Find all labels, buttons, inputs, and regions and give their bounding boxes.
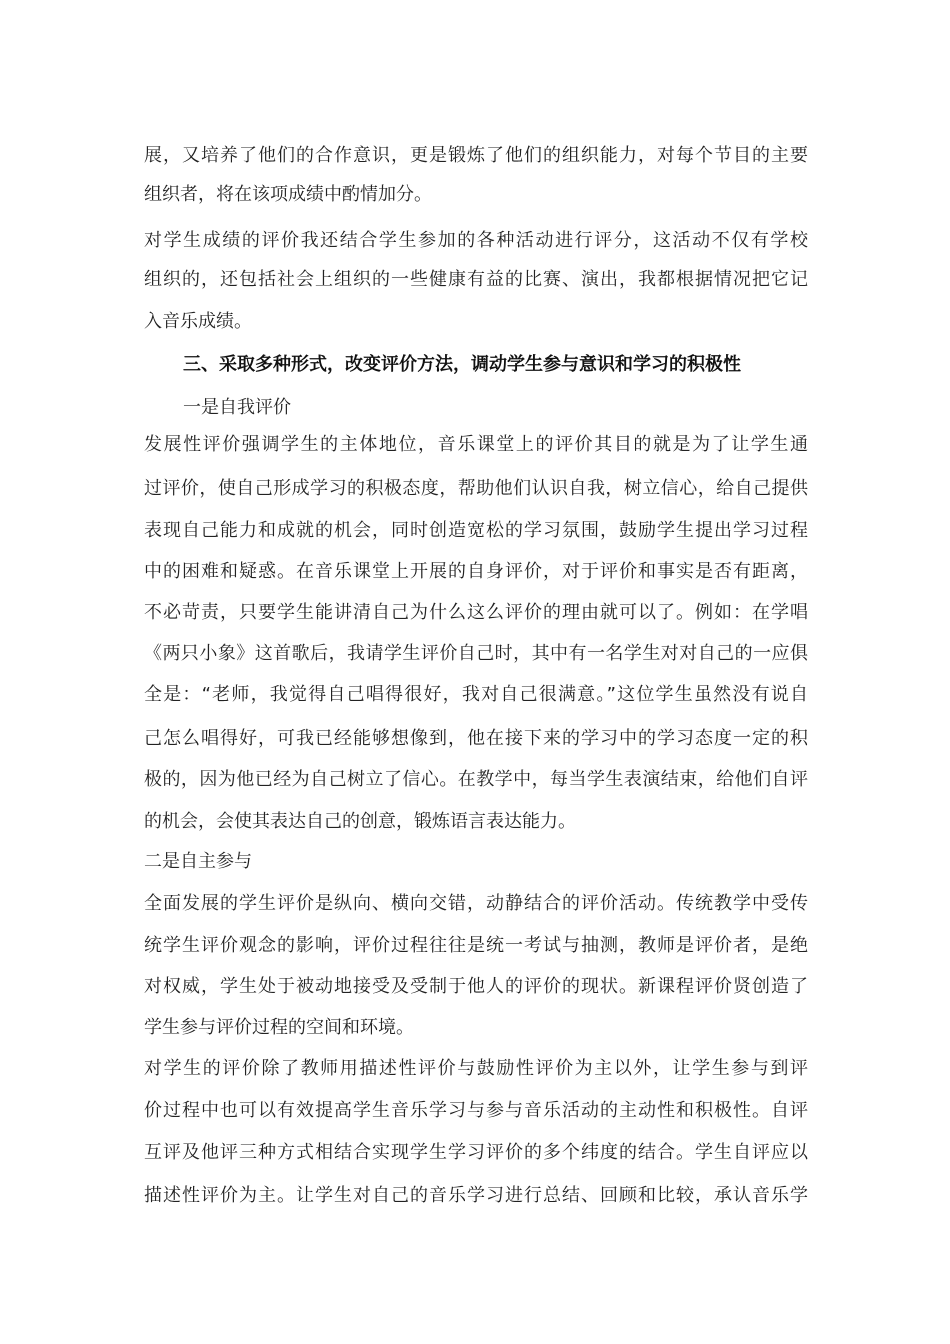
text-line: 价过程中也可以有效提高学生音乐学习与参与音乐活动的主动性和积极性。自评 [144, 1100, 808, 1121]
text-line: 表现自己能力和成就的机会，同时创造宽松的学习氛围，鼓励学生提出学习过程 [144, 520, 808, 541]
subsection-heading: 一是自我评价 [183, 397, 291, 418]
text-line: 入音乐成绩。 [144, 311, 252, 332]
section-heading: 三、采取多种形式，改变评价方法，调动学生参与意识和学习的积极性 [183, 354, 741, 375]
text-line: 描述性评价为主。让学生对自己的音乐学习进行总结、回顾和比较，承认音乐学 [144, 1185, 808, 1206]
text-line: 统学生评价观念的影响，评价过程往往是统一考试与抽测，教师是评价者，是绝 [144, 935, 808, 956]
text-line: 不必苛责，只要学生能讲清自己为什么这么评价的理由就可以了。例如：在学唱 [144, 602, 808, 623]
text-line: 展，又培养了他们的合作意识，更是锻炼了他们的组织能力，对每个节目的主要 [144, 145, 808, 166]
text-line: 《两只小象》这首歌后，我请学生评价自己时，其中有一名学生对对自己的一应俱 [144, 643, 808, 664]
text-line: 对学生的评价除了教师用描述性评价与鼓励性评价为主以外，让学生参与到评 [144, 1058, 808, 1079]
text-line: 的机会，会使其表达自己的创意，锻炼语言表达能力。 [144, 811, 576, 832]
text-line: 互评及他评三种方式相结合实现学生学习评价的多个纬度的结合。学生自评应以 [144, 1142, 808, 1163]
subsection-heading: 二是自主参与 [144, 851, 252, 872]
text-line: 发展性评价强调学生的主体地位，音乐课堂上的评价其目的就是为了让学生通 [144, 434, 808, 455]
text-line: 过评价，使自己形成学习的积极态度，帮助他们认识自我，树立信心，给自己提供 [144, 478, 808, 499]
text-line: 极的，因为他已经为自己树立了信心。在教学中，每当学生表演结束，给他们自评 [144, 769, 808, 790]
text-line: 中的困难和疑惑。在音乐课堂上开展的自身评价，对于评价和事实是否有距离， [144, 561, 808, 582]
text-line: 对学生成绩的评价我还结合学生参加的各种活动进行评分，这活动不仅有学校 [144, 230, 808, 251]
text-line: 己怎么唱得好，可我已经能够想像到，他在接下来的学习中的学习态度一定的积 [144, 728, 808, 749]
text-line: 对权威，学生处于被动地接受及受制于他人的评价的现状。新课程评价贤创造了 [144, 976, 808, 997]
text-line: 全面发展的学生评价是纵向、横向交错，动静结合的评价活动。传统教学中受传 [144, 893, 808, 914]
text-line: 组织的，还包括社会上组织的一些健康有益的比赛、演出，我都根据情况把它记 [144, 269, 808, 290]
text-line: 组织者，将在该项成绩中酌情加分。 [144, 184, 432, 205]
text-line: 全是：“老师，我觉得自己唱得很好，我对自己很满意。”这位学生虽然没有说自 [144, 684, 808, 705]
text-line: 学生参与评价过程的空间和环境。 [144, 1017, 414, 1038]
